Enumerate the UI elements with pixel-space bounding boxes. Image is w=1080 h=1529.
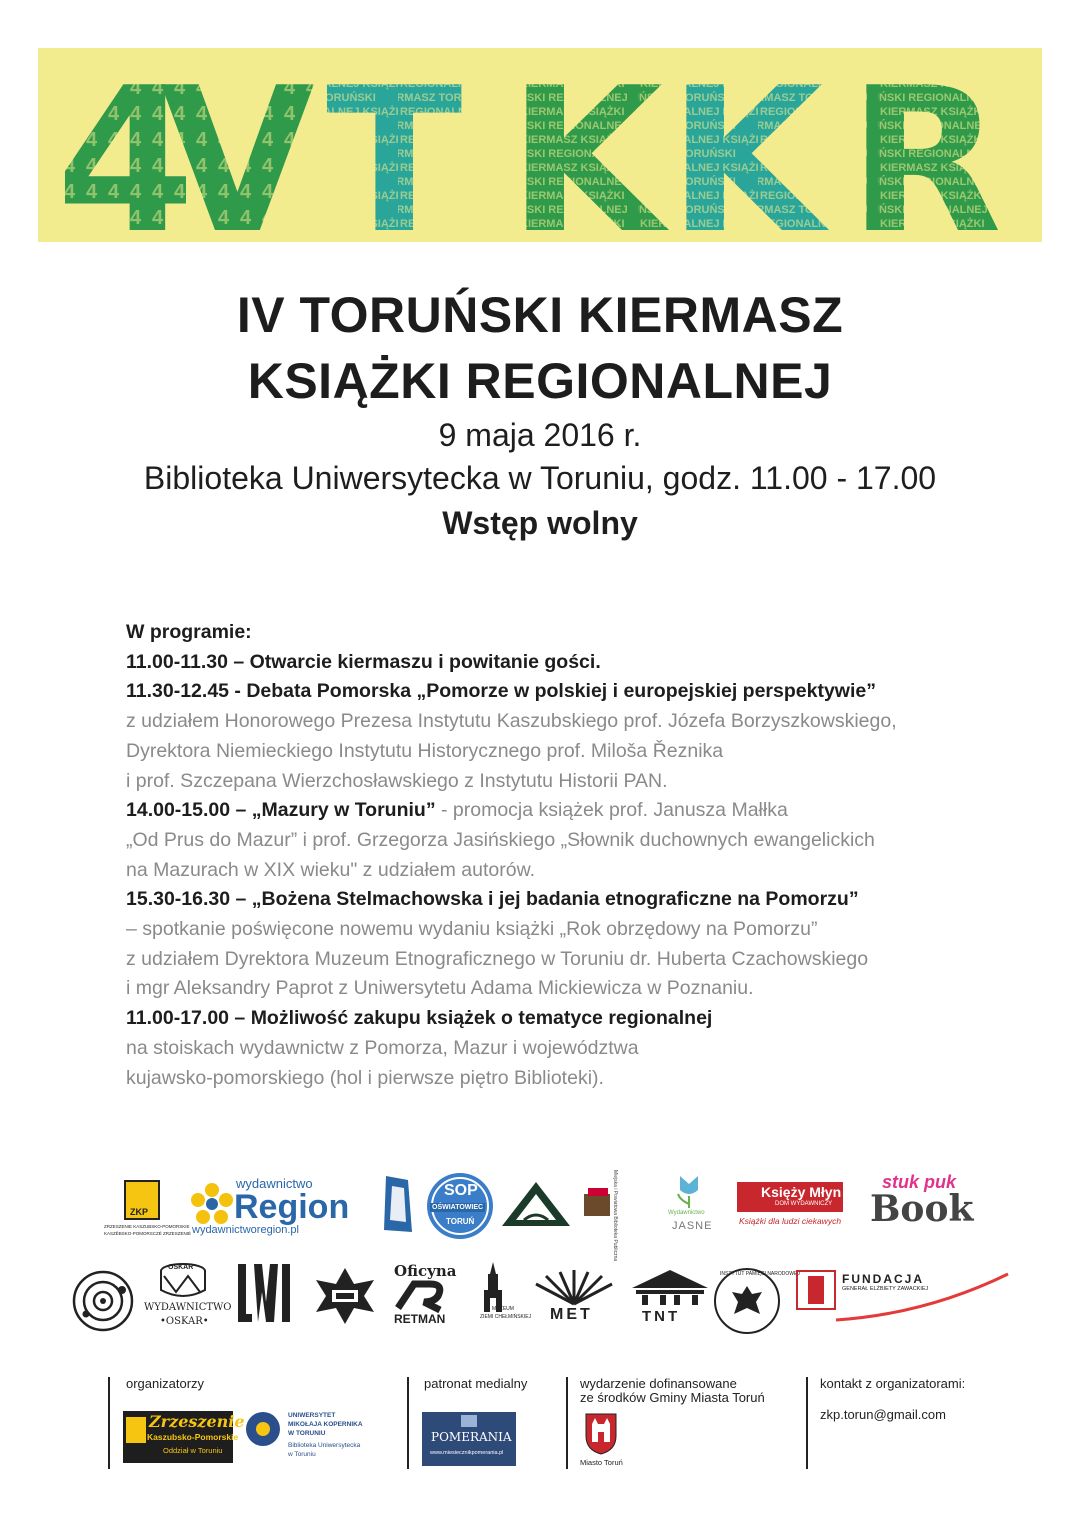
fundacja-name: FUNDACJA (842, 1272, 924, 1286)
title-block (0, 282, 1080, 546)
umk-logo (246, 1410, 386, 1470)
banner-letter-t: T (326, 45, 463, 278)
contact-email-link[interactable]: zkp.torun@gmail.com (820, 1407, 946, 1422)
zrzeszenie-logo (123, 1411, 245, 1463)
program-item-5-detail: na stoiskach wydawnictw z Pomorza, Mazur i województwa (126, 1036, 639, 1059)
zkp-caption: ZRZESZENIE KASZUBSKO-POMORSKIE (104, 1224, 190, 1229)
pomerania-logo (422, 1412, 516, 1466)
tnt-logo (628, 1268, 712, 1328)
tulip-icon (674, 1172, 704, 1208)
eagle-icon (730, 1284, 764, 1318)
sop-mid: OŚWIATOWIEC (432, 1204, 484, 1211)
stukpuk-top: stuk puk (882, 1172, 957, 1192)
umk-line5: w Toruniu (288, 1451, 316, 1458)
program-item-4-detail: i mgr Aleksandry Paprot z Uniwersytetu Adama Mickiewicza w Poznaniu. (126, 977, 754, 1000)
jasne-logo (662, 1172, 722, 1238)
event-entry: Wstęp wolny (442, 505, 638, 541)
oskar-badge: OSKAR (168, 1264, 194, 1271)
ksiezy-sub: DOM WYDAWNICZY (775, 1201, 833, 1207)
program-item-1-title: 11.00-11.30 – Otwarcie kiermaszu i powitanie gości. (126, 650, 601, 673)
orbit-logo (72, 1270, 134, 1332)
program-item-3-title: 14.00-15.00 – „Mazury w Toruniu” (126, 799, 436, 822)
zkp-logo (104, 1180, 192, 1240)
miejska-caption: Miejska i Powiatowa Biblioteka Publiczna (612, 1170, 618, 1262)
program-item-4-detail: – spotkanie poświęcone nowemu wydaniu książki „Rok obrzędowy na Pomorzu” (126, 918, 818, 941)
funding-label-line1: wydarzenie dofinansowane (580, 1376, 737, 1391)
mountain-book-icon (500, 1180, 572, 1230)
program-item-5-title: 11.00-17.00 – Możliwość zakupu książek o tematyce regionalnej (126, 1007, 713, 1030)
program-item-2-detail: Dyrektora Niemieckiego Instytutu Historycznego prof. Miloša Řeznika (126, 739, 724, 762)
region-logo (190, 1176, 365, 1236)
contact-label: kontakt z organizatorami: (820, 1376, 966, 1391)
ipn-logo (714, 1268, 800, 1336)
footer-divider (108, 1377, 110, 1469)
event-date: 9 maja 2016 r. (438, 417, 642, 453)
fundacja-sub: GENERAŁ ELŻBIETY ZAWACKIEJ (842, 1286, 929, 1292)
retman-bottom: RETMAN (394, 1312, 446, 1326)
zrzeszenie-name: Zrzeszenie (149, 1412, 245, 1431)
event-title-line1: IV TORUŃSKI KIERMASZ (236, 287, 844, 343)
program-item-2-detail: i prof. Szczepana Wierzchosławskiego z Instytutu Historii PAN. (126, 769, 668, 792)
banner-letter-k1: K (508, 45, 663, 278)
program-item-5-detail: kujawsko-pomorskiego (hol i pierwsze piętro Biblioteki). (126, 1066, 604, 1089)
jasne-name: JASNE (672, 1220, 713, 1232)
sop-logo (427, 1173, 493, 1239)
region-small: wydawnictwo (236, 1176, 313, 1191)
muzeum-line1: MUZEUM (492, 1306, 514, 1312)
building-icon (630, 1268, 710, 1306)
program-item-4-title: 15.30-16.30 – „Bożena Stelmachowska i jej badania etnograficzne na Pomorzu” (126, 888, 859, 911)
pomerania-name: POMERANIA (431, 1430, 512, 1444)
banner-letter-r: R (848, 45, 1003, 278)
lwl-logo (236, 1262, 296, 1324)
organizers-label: organizatorzy (126, 1376, 205, 1391)
sop-bottom: TORUŃ (446, 1217, 475, 1226)
event-title-line2: KSIĄŻKI REGIONALNEJ (247, 353, 833, 409)
zkp-mark: ZKP (130, 1207, 148, 1217)
zrzeszenie-branch: Oddział w Toruniu (163, 1446, 223, 1455)
event-venue: Biblioteka Uniwersytecka w Toruniu, godz. 11.00 - 17.00 (143, 460, 937, 496)
media-patron-label: patronat medialny (424, 1376, 528, 1391)
zkp-caption: KASZËBSKO-POMORSCZÉ ZRZESZENIÉ (104, 1231, 192, 1236)
umk-line2: MIKOŁAJA KOPERNIKA (288, 1421, 363, 1428)
banner-letter-v: V (160, 45, 315, 278)
footer-divider (407, 1377, 409, 1469)
tower-icon (480, 1262, 506, 1312)
book-rays-icon (532, 1270, 616, 1306)
coat-of-arms-icon (584, 1412, 618, 1454)
region-name: Region (234, 1188, 350, 1226)
umk-line4: Biblioteka Uniwersytecka (288, 1442, 361, 1449)
tnt-name: TNT (642, 1308, 681, 1325)
stukpuk-bottom: Book (870, 1188, 974, 1230)
flower-icon (190, 1182, 234, 1226)
torun-caption: Miasto Toruń (580, 1458, 623, 1467)
funding-label-line2: ze środków Gminy Miasta Toruń (580, 1390, 765, 1405)
banner-letter-4: 4 (56, 45, 196, 278)
stuk-puk-book-logo (866, 1172, 976, 1236)
retman-top: Oficyna (394, 1262, 457, 1280)
region-url: wydawnictworegion.pl (192, 1224, 299, 1236)
muzeum-logo (476, 1262, 532, 1334)
oskar-line1: WYDAWNICTWO (144, 1302, 232, 1313)
ipn-caption: INSTYTUT PAMIĘCI NARODOWEJ (720, 1271, 800, 1277)
header-banner (38, 45, 1042, 278)
footer-divider (566, 1377, 568, 1469)
program-section (126, 618, 1006, 1093)
sop-top: SOP (444, 1182, 478, 1199)
umk-line3: W TORUNIU (288, 1430, 326, 1437)
book-figure-icon (378, 1172, 418, 1238)
retman-logo (390, 1262, 457, 1328)
pomerania-url: www.miesiecznikpomerania.pl (430, 1450, 504, 1456)
oskar-logo (142, 1262, 232, 1334)
met-name: MET (550, 1306, 593, 1323)
miejska-biblioteka-logo (578, 1168, 634, 1262)
program-item-3-inline: - promocja książek prof. Janusza Małłka (435, 799, 788, 822)
swoosh-icon (796, 1270, 1010, 1326)
footer-divider (806, 1377, 808, 1469)
umk-line1: UNIWERSYTET (288, 1412, 336, 1419)
torun-logo (580, 1412, 630, 1470)
program-item-3-detail: na Mazurach w XIX wieku" z udziałem autorów. (126, 858, 536, 881)
muzeum-line2: ZIEMI CHEŁMIŃSKIEJ (480, 1314, 532, 1320)
ship-wheel-icon (394, 1280, 450, 1312)
program-item-3-detail: „Od Prus do Mazur” i prof. Grzegorza Jasińskiego „Słownik duchownych ewangelickich (126, 828, 875, 851)
program-item-2-title: 11.30-12.45 - Debata Pomorska „Pomorze w polskiej i europejskiej perspektywie” (126, 680, 876, 703)
ksiezy-name: Księży Młyn (761, 1184, 842, 1200)
met-logo (532, 1270, 618, 1328)
banner-letter-k2: K (668, 45, 823, 278)
program-item-2-detail: z udziałem Honorowego Prezesa Instytutu Kaszubskiego prof. Józefa Borzyszkowskiego, (126, 710, 897, 733)
banner-word-cloud (38, 45, 1042, 278)
fundacja-logo (796, 1270, 1010, 1326)
jasne-small: Wydawnictwo (668, 1210, 705, 1216)
program-item-4-detail: z udziałem Dyrektora Muzeum Etnograficznego w Toruniu dr. Huberta Czachowskiego (126, 947, 869, 970)
star-emblem-logo (312, 1266, 378, 1326)
ksiezy-mlyn-logo (737, 1182, 847, 1230)
zrzeszenie-sub: Kaszubsko-Pomorskie (147, 1432, 239, 1442)
program-heading: W programie: (126, 621, 252, 643)
oskar-line2: •OSKAR• (160, 1316, 209, 1327)
ksiezy-tagline: Książki dla ludzi ciekawych (739, 1216, 842, 1226)
